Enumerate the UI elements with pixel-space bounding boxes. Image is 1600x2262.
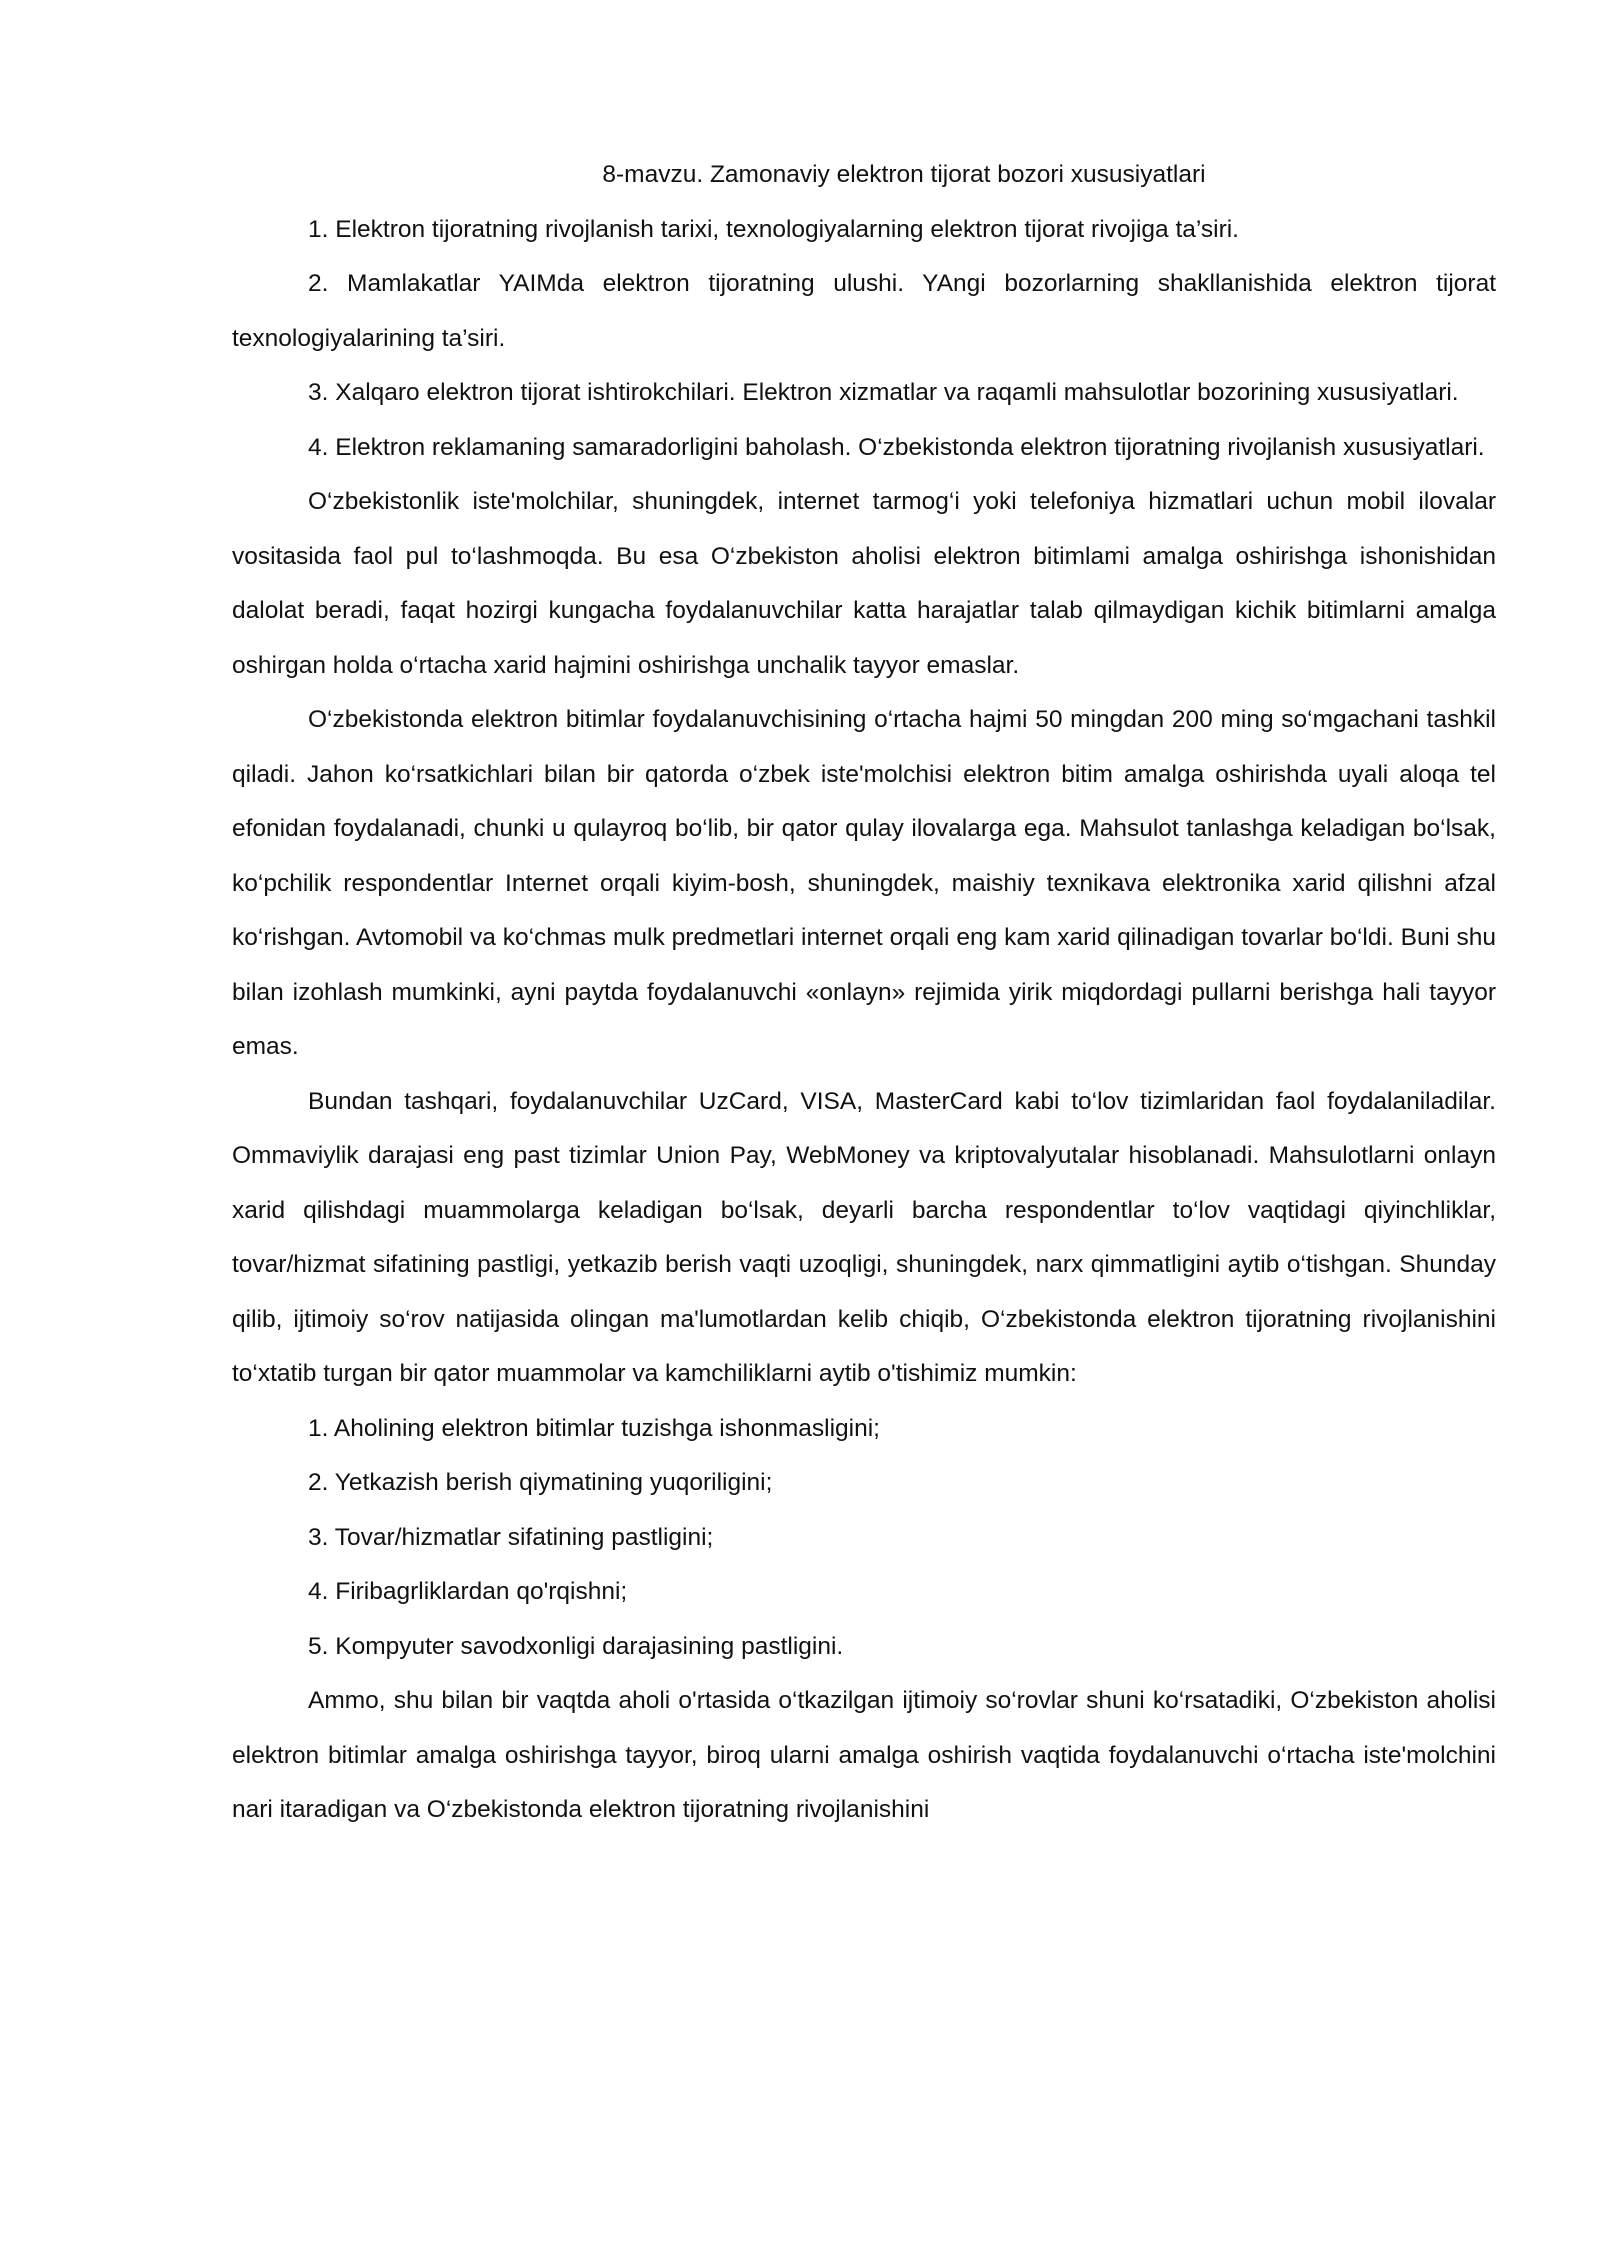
topic-title: 8-mavzu. Zamonaviy elektron tijorat bozori xususiyatlari bbox=[602, 161, 1206, 188]
document-body bbox=[232, 148, 1496, 1838]
outline-item-3: 3. Xalqaro elektron tijorat ishtirokchilari. Elektron xizmatlar va raqamli mahsulotlar bozorining xususiyatlari. bbox=[308, 379, 1459, 406]
outline-item-4: 4. Elektron reklamaning samaradorligini baholash. O‘zbekistonda elektron tijoratning rivojlanish xususiyatlari. bbox=[308, 433, 1485, 461]
outline-item-2: 2. Mamlakatlar YAIMda elektron tijoratning ulushi. YAngi bozorlarning shakllanishida elektron tijorat texnologiyalarining ta’siri. bbox=[232, 270, 1496, 352]
paragraph-closing: Ammo, shu bilan bir vaqtda aholi o'rtasida o‘tkazilgan ijtimoiy so‘rovlar shuni ko‘rsatadiki, O‘zbekiston aholisi elektron bitimlar amalga oshirishga tayyor, biroq ularni amalga oshirish vaqtida foydalanuvchi o‘rtacha iste'molchini nari itaradigan va O‘zbekistonda elektron tijoratning rivojlanishini bbox=[232, 1687, 1496, 1823]
paragraph-payments: O‘zbekistonlik iste'molchilar, shuningdek, internet tarmog‘i yoki telefoniya hizmatlari uchun mobil ilovalar vositasida faol pul to‘lashmoqda. Bu esa O‘zbekiston aholisi elektron bitimlami amalga oshirishga ishonishidan dalolat beradi, faqat hozirgi kungacha foydalanuvchilar katta harajatlar talab qilmaydigan kichik bitimlarni amalga oshirgan holda o‘rtacha xarid hajmini oshirishga unchalik tayyor emaslar. bbox=[232, 488, 1496, 679]
paragraph-transaction-size: O‘zbekistonda elektron bitimlar foydalanuvchisining o‘rtacha hajmi 50 mingdan 200 ming so‘mgachani tashkil qiladi. Jahon ko‘rsatkichlari bilan bir qatorda o‘zbek iste'molchisi elektron bitim amalga oshirishda uyali aloqa tel efonidan foydalanadi, chunki u qulayroq bo‘lib, bir qator qulay ilovalarga ega. Mahsulot tanlashga keladigan bo‘lsak, ko‘pchilik respondentlar Internet orqali kiyim-bosh, shuningdek, maishiy texnikava elektronika xarid qilishni afzal ko‘rishgan. Avtomobil va ko‘chmas mulk predmetlari internet orqali eng kam xarid qilinadigan tovarlar bo‘ldi. Buni shu bilan izohlash mumkinki, ayni paytda foydalanuvchi «onlayn» rejimida yirik miqdordagi pullarni berishga hali tayyor emas. bbox=[232, 706, 1496, 1060]
problem-item-4: 4. Firibagrliklardan qo'rqishni; bbox=[308, 1578, 628, 1605]
problem-item-1: 1. Aholining elektron bitimlar tuzishga ishonmasligini; bbox=[308, 1414, 880, 1442]
outline-item-1: 1. Elektron tijoratning rivojlanish tarixi, texnologiyalarning elektron tijorat rivojiga ta’siri. bbox=[308, 215, 1239, 243]
problem-item-3: 3. Tovar/hizmatlar sifatining pastligini; bbox=[308, 1523, 714, 1551]
problem-item-5: 5. Kompyuter savodxonligi darajasining pastligini. bbox=[308, 1632, 844, 1660]
paragraph-payment-systems: Bundan tashqari, foydalanuvchilar UzCard, VISA, MasterCard kabi to‘lov tizimlaridan faol foydalaniladilar. Ommaviylik darajasi eng past tizimlar Union Pay, WebMoney va kriptovalyutalar hisoblanadi. Mahsulotlarni onlayn xarid qilishdagi muammolarga keladigan bo‘lsak, deyarli barcha respondentlar to‘lov vaqtidagi qiyinchliklar, tovar/hizmat sifatining pastligi, yetkazib berish vaqti uzoqligi, shuningdek, narx qimmatligini aytib o‘tishgan. Shunday qilib, ijtimoiy so‘rov natijasida olingan ma'lumotlardan kelib chiqib, O‘zbekistonda elektron tijoratning rivojlanishini to‘xtatib turgan bir qator muammolar va kamchiliklarni aytib o'tishimiz mumkin: bbox=[232, 1087, 1496, 1387]
problem-item-2: 2. Yetkazish berish qiymatining yuqoriligini; bbox=[308, 1469, 773, 1496]
